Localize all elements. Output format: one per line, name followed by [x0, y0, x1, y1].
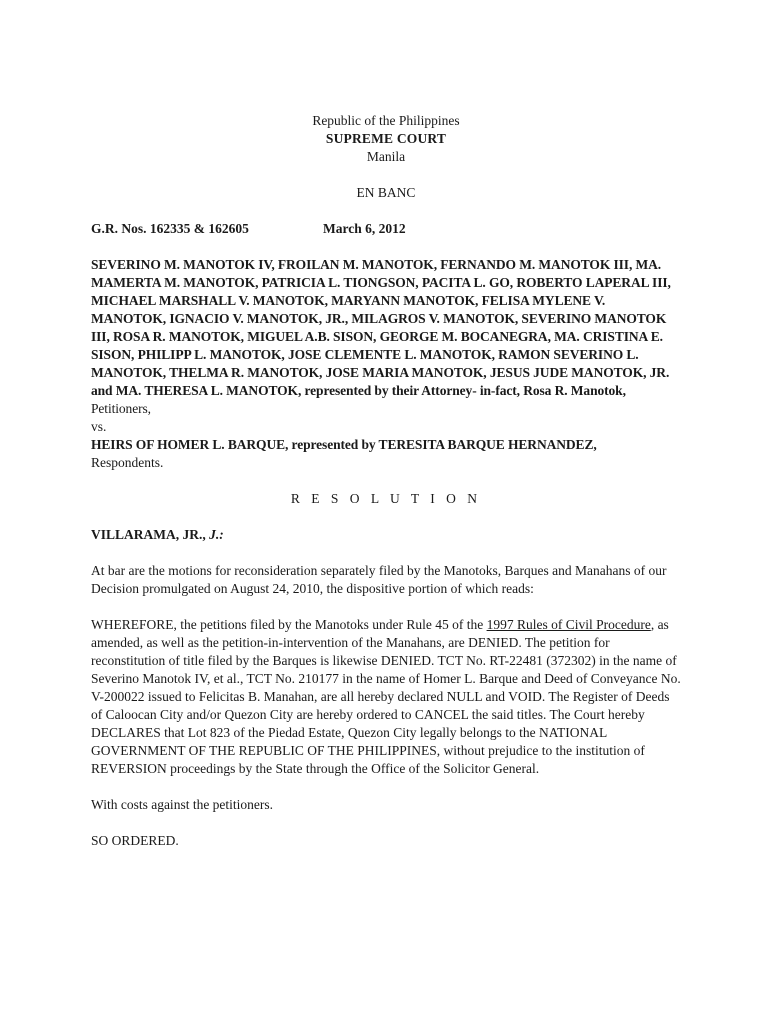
respondents-label: Respondents. — [91, 455, 164, 470]
so-ordered: SO ORDERED. — [91, 833, 179, 848]
court-division: EN BANC — [356, 185, 416, 200]
ponente-line — [91, 526, 681, 544]
document-header — [91, 112, 681, 202]
rules-of-civil-procedure-link[interactable]: 1997 Rules of Civil Procedure — [486, 617, 651, 632]
republic-line: Republic of the Philippines — [312, 113, 460, 128]
resolution-title: R E S O L U T I O N — [290, 491, 482, 506]
dispositive-text-before: WHEREFORE, the petitions filed by the Manotoks under Rule 45 of the — [91, 617, 487, 632]
petitioners-label: Petitioners, — [91, 401, 151, 416]
respondents-names: HEIRS OF HOMER L. BARQUE, represented by TERESITA BARQUE HERNANDEZ, — [91, 437, 597, 452]
ponente-title: J.: — [209, 527, 224, 542]
court-name: SUPREME COURT — [325, 131, 447, 146]
case-line — [91, 220, 681, 238]
document-page — [91, 112, 681, 850]
costs-paragraph: With costs against the petitioners. — [91, 797, 274, 812]
petitioners-names: SEVERINO M. MANOTOK IV, FROILAN M. MANOTOK, FERNANDO M. MANOTOK III, MA. MAMERTA M. MANOTOK, PATRICIA L. TIONGSON, PACITA L. GO, ROBERTO LAPERAL III, MICHAEL MARSHALL V. MANOTOK, MARYANN MANOTOK, FELISA MYLENE V. MANOTOK, IGNACIO V. MANOTOK, JR., MILAGROS V. MANOTOK, SEVERINO MANOTOK III, ROSA R. MANOTOK, MIGUEL A.B. SISON, GEORGE M. BOCANEGRA, MA. CRISTINA E. SISON, PHILIPP L. MANOTOK, JOSE CLEMENTE L. MANOTOK, RAMON SEVERINO L. MANOTOK, THELMA R. MANOTOK, JOSE MARIA MANOTOK, JESUS JUDE MANOTOK, JR. and MA. THERESA L. MANOTOK, represented by their Attorney- in-fact, Rosa R. Manotok, — [91, 257, 671, 398]
dispositive-paragraph — [91, 616, 681, 778]
petitioners-block — [91, 256, 681, 418]
ponente-name: VILLARAMA, JR., — [91, 527, 206, 542]
case-number: G.R. Nos. 162335 & 162605 — [91, 221, 249, 236]
case-date: March 6, 2012 — [323, 221, 406, 236]
dispositive-text-after: , as amended, as well as the petition-in-intervention of the Manahans, are DENIED. The petition for reconstitution of title filed by the Barques is likewise DENIED. TCT No. RT-22481 (372302) in the name of Severino Manotok IV, et al., TCT No. 210177 in the name of Homer L. Barque and Deed of Conveyance No. V-200022 issued to Felicitas B. Manahan, are all hereby declared NULL and VOID. The Register of Deeds of Caloocan City and/or Quezon City are hereby ordered to CANCEL the said titles. The Court hereby DECLARES that Lot 823 of the Piedad Estate, Quezon City legally belongs to the NATIONAL GOVERNMENT OF THE REPUBLIC OF THE PHILIPPINES, without prejudice to the institution of REVERSION proceedings by the State through the Office of the Solicitor General. — [91, 617, 681, 776]
court-city: Manila — [366, 149, 406, 164]
intro-paragraph: At bar are the motions for reconsideration separately filed by the Manotoks, Barques and Manahans of our Decision promulgated on August 24, 2010, the dispositive portion of which reads: — [91, 563, 667, 596]
versus-label: vs. — [91, 419, 107, 434]
